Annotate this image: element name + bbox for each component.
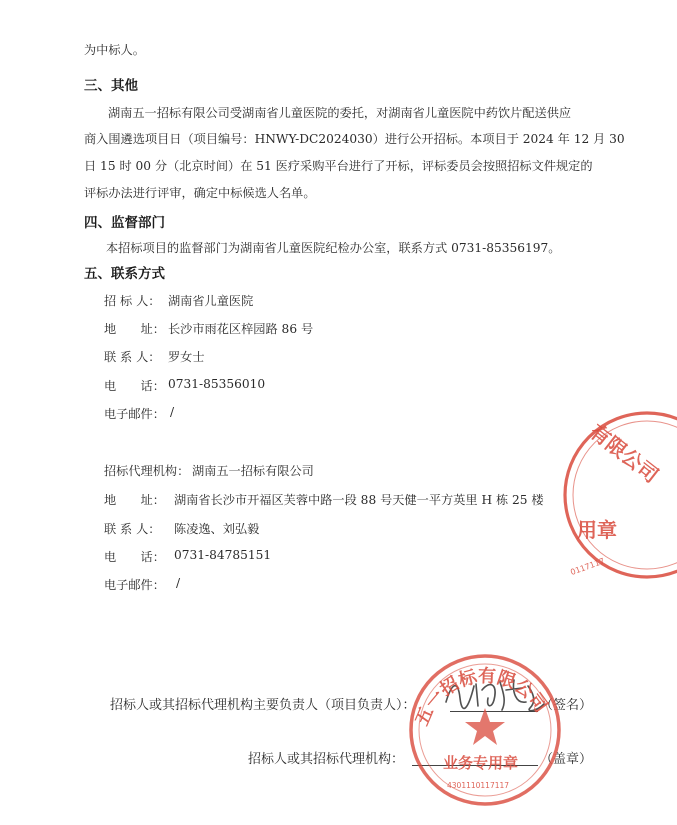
- s3-line-4: 评标办法进行评审，确定中标候选人名单。: [84, 186, 316, 200]
- svg-text:业务专用章: 业务专用章: [443, 754, 519, 772]
- section-4-heading: 四、监督部门: [84, 215, 165, 231]
- svg-text:有限公司: 有限公司: [585, 419, 664, 488]
- agency-contact-value: 陈凌逸、刘弘毅: [174, 522, 260, 536]
- svg-text:用章: 用章: [577, 518, 617, 542]
- seal-suffix: （盖章）: [540, 752, 593, 767]
- tenderer-phone-label: 电 话：: [104, 379, 165, 393]
- tenderer-address-label: 地 址：: [104, 322, 165, 336]
- section-3-heading: 三、其他: [84, 78, 138, 94]
- s3-line-1: 湖南五一招标有限公司受湖南省儿童医院的委托，对湖南省儿童医院中药饮片配送供应: [108, 106, 572, 120]
- tenderer-name-value: 湖南省儿童医院: [168, 294, 254, 308]
- section-5-heading: 五、联系方式: [84, 266, 165, 282]
- agency-phone-label: 电 话：: [104, 550, 165, 564]
- agency-name-value: 湖南五一招标有限公司: [192, 464, 314, 478]
- signature-label: 招标人或其招标代理机构主要负责人（项目负责人）：: [110, 698, 416, 713]
- agency-email-value: /: [176, 576, 181, 590]
- tenderer-name-label: 招 标 人：: [104, 294, 161, 308]
- tenderer-contact-value: 罗女士: [168, 350, 205, 364]
- company-seal-partial: [555, 405, 677, 585]
- agency-name-label: 招标代理机构：: [104, 464, 190, 478]
- agency-address-label: 地 址：: [104, 493, 165, 507]
- agency-email-label: 电子邮件：: [104, 578, 165, 592]
- s4-line-1: 本招标项目的监督部门为湖南省儿童医院纪检办公室，联系方式 0731-85356197。: [106, 241, 561, 255]
- tenderer-email-label: 电子邮件：: [104, 407, 165, 421]
- s3-line-2: 商入围遴选项目日（项目编号：HNWY-DC2024030）进行公开招标。本项目于 2024 年 12 月 30: [84, 132, 625, 146]
- agency-contact-label: 联 系 人：: [104, 522, 161, 536]
- tenderer-email-value: /: [170, 405, 175, 419]
- business-seal: [405, 650, 565, 810]
- agency-address-value: 湖南省长沙市开福区芙蓉中路一段 88 号天健一平方英里 H 栋 25 楼: [174, 493, 544, 507]
- s3-line-3: 日 15 时 00 分（北京时间）在 51 医疗采购平台进行了开标，评标委员会按照招标文件规定的: [84, 159, 593, 173]
- top-line: 为中标人。: [84, 43, 145, 57]
- signature-suffix: （签名）: [540, 698, 593, 713]
- tenderer-address-value: 长沙市雨花区梓园路 86 号: [168, 322, 314, 336]
- svg-text:0117117: 0117117: [569, 556, 606, 578]
- seal-label: 招标人或其招标代理机构：: [248, 752, 405, 767]
- svg-text:4301110117117: 4301110117117: [447, 781, 510, 790]
- tenderer-contact-label: 联 系 人：: [104, 350, 161, 364]
- svg-text:五一招标有限公司: 五一招标有限公司: [411, 665, 552, 729]
- tenderer-phone-value: 0731-85356010: [168, 377, 266, 391]
- agency-phone-value: 0731-84785151: [174, 548, 272, 562]
